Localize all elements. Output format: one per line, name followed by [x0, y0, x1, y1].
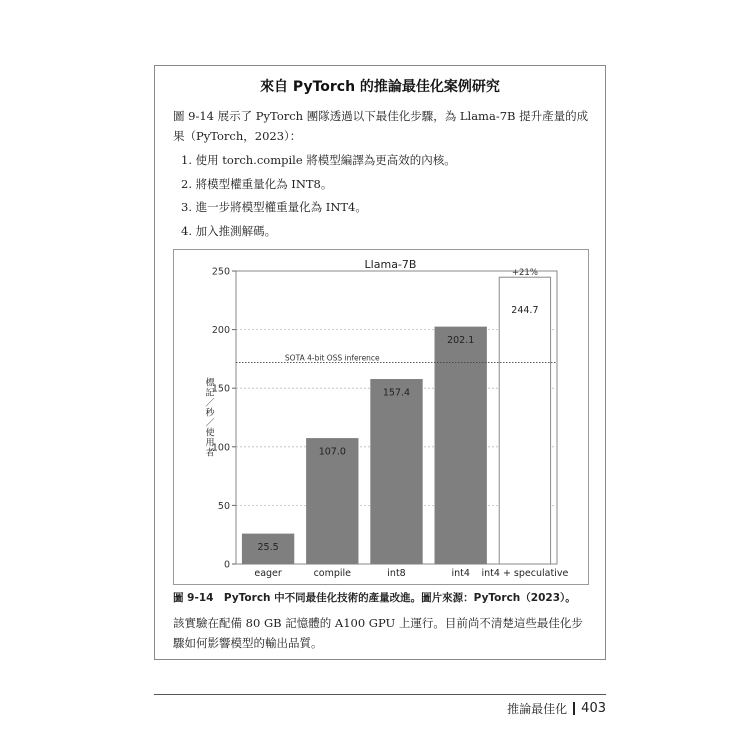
case-study-box — [154, 65, 606, 660]
y-tick-label: 0 — [223, 559, 230, 571]
list-item: 4. 加入推測解碼。 — [181, 223, 277, 238]
x-tick-label: int8 — [387, 568, 406, 579]
x-tick-label: compile — [313, 568, 352, 579]
page-footer — [507, 700, 606, 717]
box-title: 來自 PyTorch 的推論最佳化案例研究 — [260, 79, 500, 95]
intro-paragraph: 圖 9-14 展示了 PyTorch 團隊透過以下最佳化步驟，為 Llama-7B 提升產量的成果（PyTorch，2023）： — [173, 109, 589, 143]
steps-list — [181, 150, 581, 244]
list-item: 3. 進一步將模型權重量化為 INT4。 — [181, 200, 367, 214]
bar-value-label: 25.5 — [257, 542, 279, 554]
bar-value-label: 244.7 — [511, 305, 539, 317]
bar-value-label: 107.0 — [318, 446, 346, 458]
throughput-bar-chart — [174, 250, 590, 586]
x-tick-label: eager — [254, 568, 282, 579]
chart-title: Llama-7B — [364, 258, 417, 271]
y-tick-label: 250 — [211, 266, 230, 278]
y-tick-label: 50 — [217, 500, 230, 512]
note-paragraph: 該實驗在配備 80 GB 記憶體的 A100 GPU 上運行。目前尚不清楚這些最佳化步驟如何影響模型的輸出品質。 — [173, 616, 583, 650]
list-item: 2. 將模型權重量化為 INT8。 — [181, 176, 333, 191]
bar-int4-speculative — [499, 277, 550, 564]
list-item: 1. 使用 torch.compile 將模型編譯為更高效的內核。 — [181, 153, 456, 167]
footer-separator — [573, 702, 575, 715]
bar-value-label: 202.1 — [447, 335, 475, 347]
x-tick-label: int4 — [451, 568, 470, 579]
y-tick-label: 100 — [211, 442, 230, 454]
figure-9-14 — [173, 249, 589, 585]
bar-int4 — [435, 327, 486, 564]
figure-caption: 圖 9-14 PyTorch 中不同最佳化技術的產量改進。圖片來源：PyTorch（2023）。 — [173, 592, 576, 604]
footer-rule — [154, 694, 606, 695]
bar-int8 — [371, 380, 422, 564]
bar-value-label: 157.4 — [382, 387, 411, 399]
y-tick-label: 150 — [211, 383, 230, 395]
y-tick-label: 200 — [211, 325, 230, 337]
improvement-annotation: +21% — [511, 268, 538, 279]
x-tick-label: int4 + speculative — [481, 568, 569, 579]
reference-line-label: SOTA 4-bit OSS inference — [284, 353, 380, 363]
page-number: 403 — [581, 701, 606, 716]
footer-section-title: 推論最佳化 — [507, 702, 568, 716]
y-axis-label: 標記／秒／使用者 — [205, 378, 215, 459]
